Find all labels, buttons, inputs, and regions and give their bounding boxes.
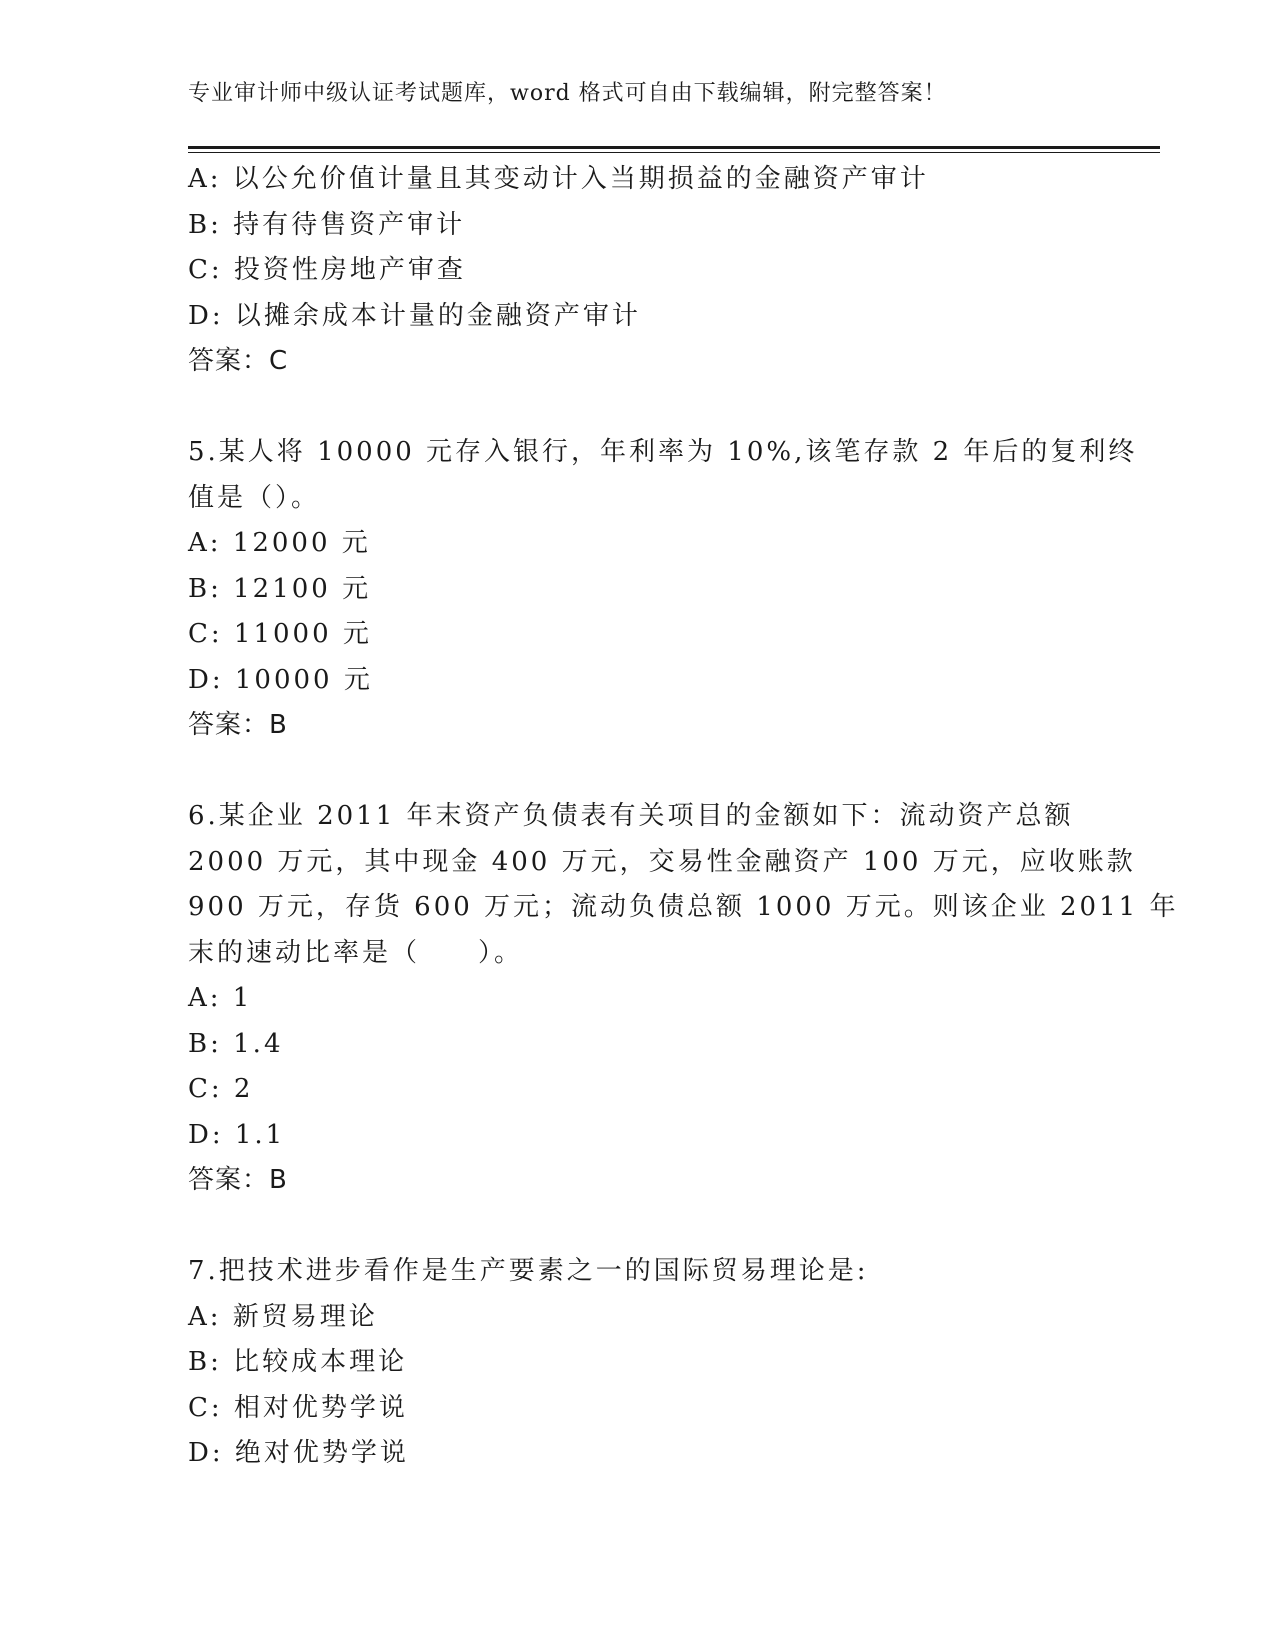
option-a: A: 新贸易理论	[188, 1301, 378, 1332]
option-c: C: 2	[188, 1074, 254, 1104]
option-a: A: 1	[188, 983, 253, 1013]
option-d: D: 10000 元	[188, 664, 373, 695]
spacer	[188, 1204, 1088, 1250]
question-stem-line: 6.某企业 2011 年末资产负债表有关项目的金额如下：流动资产总额	[188, 801, 1074, 831]
question-4	[188, 157, 1088, 385]
option-b: B: 持有待售资产审计	[188, 209, 466, 240]
header-divider-thick	[188, 146, 1160, 149]
answer-line: 答案：B	[188, 1165, 288, 1195]
spacer	[188, 385, 1088, 431]
option-b: B: 1.4	[188, 1028, 284, 1059]
option-c: C: 11000 元	[188, 619, 372, 649]
question-stem-line: 末的速动比率是（ ）。	[188, 937, 524, 968]
header-divider-thin	[188, 152, 1160, 153]
option-a: A: 12000 元	[188, 528, 371, 558]
question-5	[188, 430, 1138, 749]
option-d: D: 1.1	[188, 1119, 286, 1150]
question-stem-line: 900 万元，存货 600 万元；流动负债总额 1000 万元。则该企业 2011 年	[188, 892, 1179, 922]
option-b: B: 比较成本理论	[188, 1347, 408, 1377]
option-a: A: 以公允价值计量且其变动计入当期损益的金融资产审计	[188, 164, 929, 194]
question-stem-line: 7.把技术进步看作是生产要素之一的国际贸易理论是:	[188, 1256, 869, 1286]
answer-line: 答案：C	[188, 346, 289, 376]
page-header: 专业审计师中级认证考试题库，word 格式可自由下载编辑，附完整答案！	[188, 81, 947, 106]
option-c: C: 投资性房地产审查	[188, 255, 466, 285]
question-stem-line: 2000 万元，其中现金 400 万元，交易性金融资产 100 万元，应收账款	[188, 846, 1136, 877]
question-stem-line: 5.某人将 10000 元存入银行，年利率为 10%,该笔存款 2 年后的复利终	[188, 437, 1138, 467]
question-7	[188, 1249, 1088, 1477]
answer-line: 答案：B	[188, 710, 288, 740]
option-d: D: 以摊余成本计量的金融资产审计	[188, 300, 641, 331]
option-d: D: 绝对优势学说	[188, 1438, 409, 1468]
spacer	[188, 749, 1088, 795]
question-content	[188, 157, 1179, 1477]
question-stem-line: 值是（）。	[188, 482, 321, 513]
option-c: C: 相对优势学说	[188, 1392, 408, 1423]
question-6	[188, 794, 1179, 1204]
option-b: B: 12100 元	[188, 573, 372, 604]
